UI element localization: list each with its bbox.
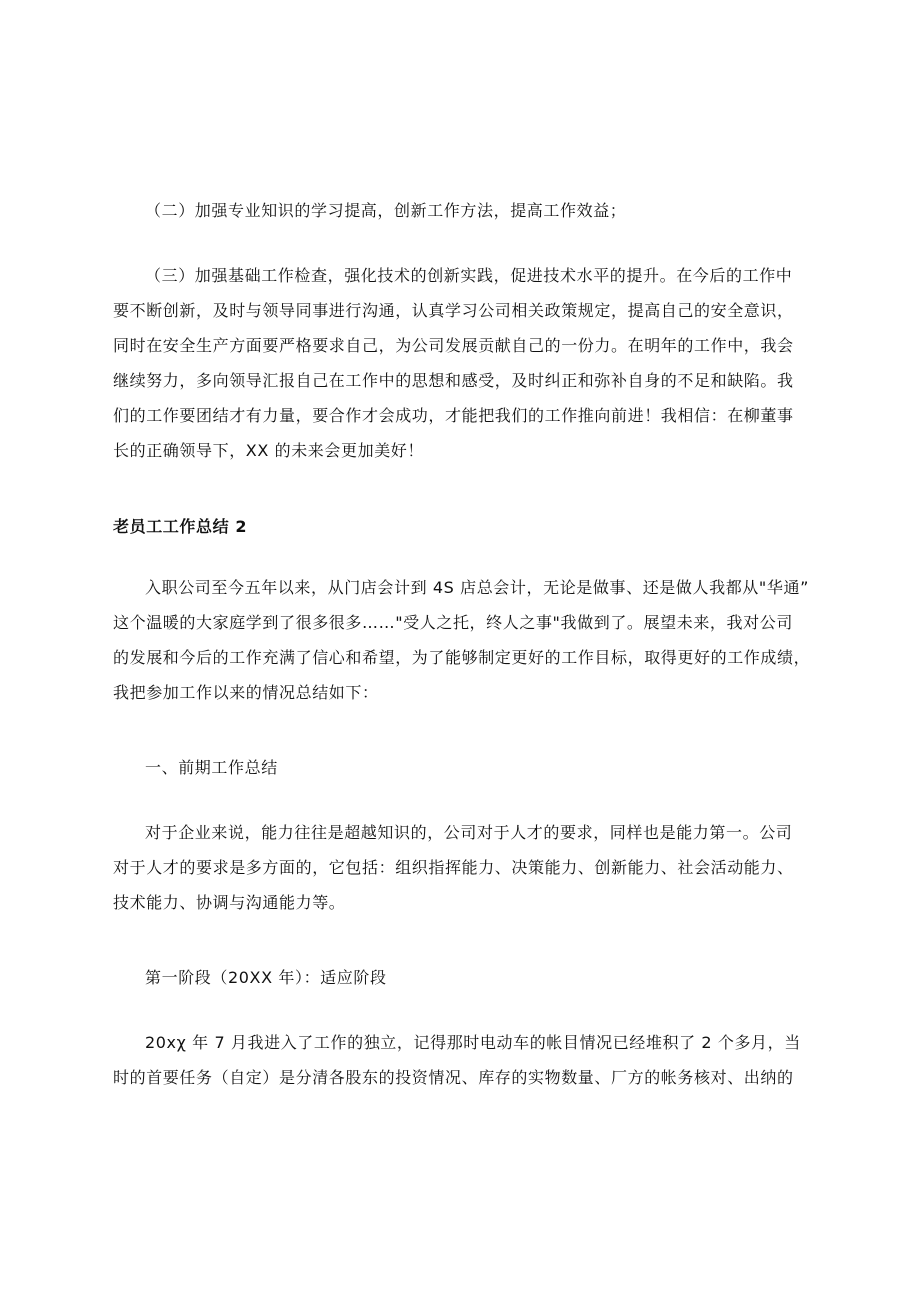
paragraph-line: 对于企业来说，能力往往是超越知识的，公司对于人才的要求，同样也是能力第一。公司 xyxy=(145,823,793,842)
paragraph-line: 我把参加工作以来的情况总结如下： xyxy=(113,683,379,702)
paragraph-line: 入职公司至今五年以来，从门店会计到 4S 店总会计，无论是做事、还是做人我都从"华通” xyxy=(145,578,809,597)
intro-paragraph xyxy=(113,570,813,710)
subsection-title xyxy=(113,750,813,785)
stage-paragraph xyxy=(113,1025,813,1095)
paragraph-line: 继续努力，多向领导汇报自己在工作中的思想和感受，及时纠正和弥补自身的不足和缺陷。我 xyxy=(113,371,794,390)
paragraph-line: 20xχ 年 7 月我进入了工作的独立，记得那时电动车的帐目情况已经堆积了 2 个多月，当 xyxy=(145,1033,801,1052)
stage-title xyxy=(113,960,813,995)
paragraph-item-2 xyxy=(113,193,813,228)
paragraph-line: 的发展和今后的工作充满了信心和希望，为了能够制定更好的工作目标，取得更好的工作成绩， xyxy=(113,648,811,667)
paragraph-line: 第一阶段（20XX 年）：适应阶段 xyxy=(145,968,387,987)
paragraph-line: 们的工作要团结才有力量，要合作才会成功，才能把我们的工作推向前进！我相信：在柳董事 xyxy=(113,406,794,425)
paragraph-line: 技术能力、协调与沟通能力等。 xyxy=(113,893,346,912)
paragraph-line: 要不断创新，及时与领导同事进行沟通，认真学习公司相关政策规定，提高自己的安全意识， xyxy=(113,301,794,320)
ability-paragraph xyxy=(113,815,813,920)
paragraph-line: 长的正确领导下，XX 的未来会更加美好！ xyxy=(113,441,425,460)
section-heading: 老员工工作总结 2 xyxy=(113,517,248,536)
paragraph-line: 对于人才的要求是多方面的，它包括：组织指挥能力、决策能力、创新能力、社会活动能力、 xyxy=(113,858,794,877)
paragraph-item-3 xyxy=(113,258,813,468)
paragraph-line: 这个温暖的大家庭学到了很多很多……"受人之托，终人之事"我做到了。展望未来，我对公司 xyxy=(113,613,793,632)
paragraph-line: 同时在安全生产方面要严格要求自己，为公司发展贡献自己的一份力。在明年的工作中，我会 xyxy=(113,336,794,355)
paragraph-line: 一、前期工作总结 xyxy=(145,758,278,777)
paragraph-line: 时的首要任务（自定）是分清各股东的投资情况、库存的实物数量、厂方的帐务核对、出纳的 xyxy=(113,1068,794,1087)
paragraph-line: （三）加强基础工作检查，强化技术的创新实践，促进技术水平的提升。在今后的工作中 xyxy=(145,266,793,285)
paragraph-line: （二）加强专业知识的学习提高，创新工作方法，提高工作效益； xyxy=(145,201,627,220)
